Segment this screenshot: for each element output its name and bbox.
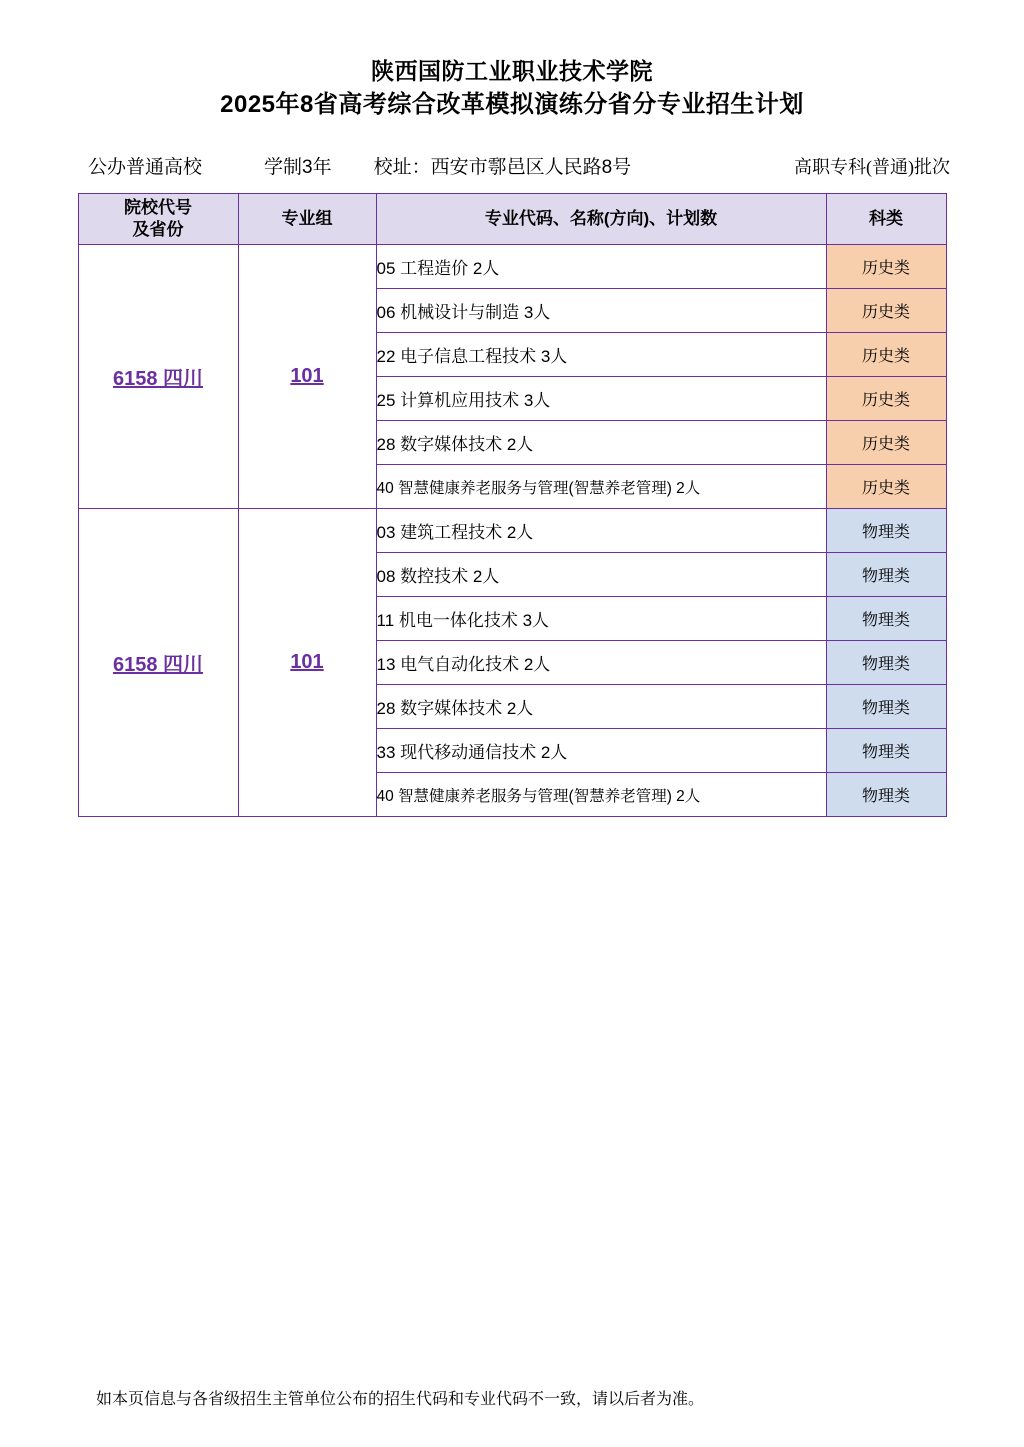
cell-subject-type: 物理类 xyxy=(826,685,946,729)
school-code-text: 6158 四川 xyxy=(112,368,204,390)
meta-left-group xyxy=(88,152,631,179)
meta-duration: 学制3年 xyxy=(264,157,332,178)
cell-major: 03 建筑工程技术 2人 xyxy=(376,509,826,553)
cell-major: 22 电子信息工程技术 3人 xyxy=(376,333,826,377)
school-code-text: 6158 四川 xyxy=(112,654,204,676)
table-header-row xyxy=(78,194,946,245)
header-code-line2: 及省份 xyxy=(132,220,184,239)
cell-major: 28 数字媒体技术 2人 xyxy=(376,421,826,465)
cell-subject-type: 历史类 xyxy=(826,289,946,333)
cell-major: 25 计算机应用技术 3人 xyxy=(376,377,826,421)
cell-major-group xyxy=(238,245,376,509)
header-cell-major: 专业代码、名称(方向)、计划数 xyxy=(376,194,826,245)
page-title xyxy=(0,0,1024,122)
cell-subject-type: 物理类 xyxy=(826,509,946,553)
cell-subject-type: 历史类 xyxy=(826,333,946,377)
major-group-text: 101 xyxy=(290,651,324,673)
cell-major: 05 工程造价 2人 xyxy=(376,245,826,289)
table-header xyxy=(78,194,946,245)
title-line-1: 陕西国防工业职业技术学院 xyxy=(371,58,653,84)
cell-major: 08 数控技术 2人 xyxy=(376,553,826,597)
header-cell-type: 科类 xyxy=(826,194,946,245)
cell-subject-type: 物理类 xyxy=(826,729,946,773)
table-row xyxy=(78,245,946,289)
cell-subject-type: 物理类 xyxy=(826,773,946,817)
table-row xyxy=(78,509,946,553)
cell-subject-type: 历史类 xyxy=(826,245,946,289)
meta-address: 校址：西安市鄠邑区人民路8号 xyxy=(373,157,632,178)
header-cell-code xyxy=(78,194,238,245)
cell-school-code xyxy=(78,509,238,817)
cell-major: 28 数字媒体技术 2人 xyxy=(376,685,826,729)
table-body xyxy=(78,245,946,817)
meta-row xyxy=(0,152,1024,179)
admission-plan-table xyxy=(78,193,947,817)
cell-major: 06 机械设计与制造 3人 xyxy=(376,289,826,333)
cell-major: 11 机电一体化技术 3人 xyxy=(376,597,826,641)
cell-major: 33 现代移动通信技术 2人 xyxy=(376,729,826,773)
cell-major: 40 智慧健康养老服务与管理(智慧养老管理) 2人 xyxy=(376,773,826,817)
header-code-line1: 院校代号 xyxy=(124,198,192,217)
cell-subject-type: 历史类 xyxy=(826,377,946,421)
major-group-text: 101 xyxy=(290,365,324,387)
cell-major-group xyxy=(238,509,376,817)
cell-subject-type: 历史类 xyxy=(826,421,946,465)
footnote: 如本页信息与各省级招生主管单位公布的招生代码和专业代码不一致，请以后者为准。 xyxy=(96,1391,705,1408)
meta-batch: 高职专科(普通)批次 xyxy=(794,157,950,177)
header-cell-group: 专业组 xyxy=(238,194,376,245)
cell-major: 40 智慧健康养老服务与管理(智慧养老管理) 2人 xyxy=(376,465,826,509)
cell-subject-type: 历史类 xyxy=(826,465,946,509)
cell-subject-type: 物理类 xyxy=(826,597,946,641)
cell-school-code xyxy=(78,245,238,509)
cell-major: 13 电气自动化技术 2人 xyxy=(376,641,826,685)
cell-subject-type: 物理类 xyxy=(826,553,946,597)
cell-subject-type: 物理类 xyxy=(826,641,946,685)
title-line-2: 2025年8省高考综合改革模拟演练分省分专业招生计划 xyxy=(220,91,804,118)
meta-school-type: 公办普通高校 xyxy=(88,157,203,178)
